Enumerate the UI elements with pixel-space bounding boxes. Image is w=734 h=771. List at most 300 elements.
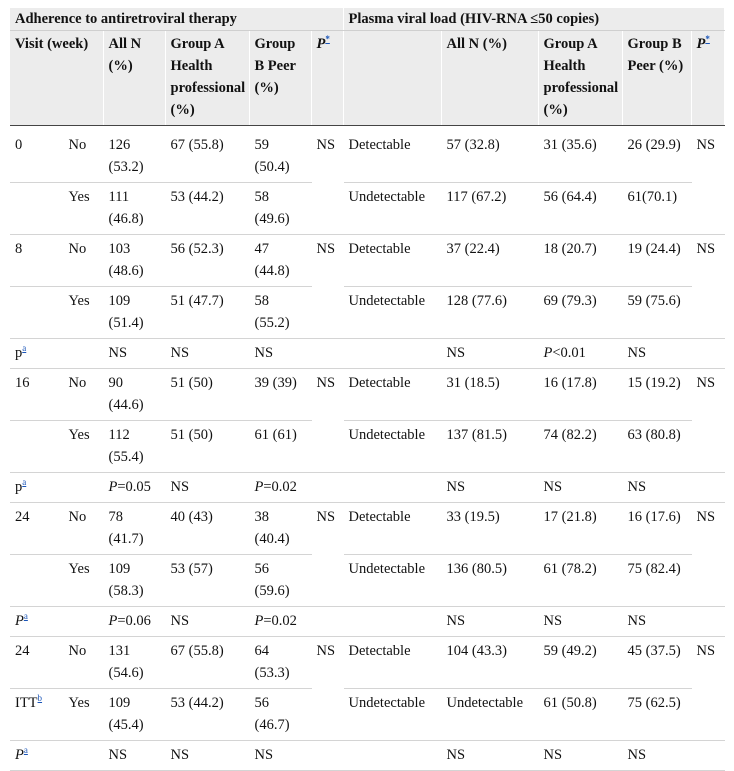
cell-vl <box>343 607 441 637</box>
cell-text: 57 (32.8) <box>446 137 500 153</box>
cell-ga <box>165 473 249 503</box>
cell-text: NS <box>108 747 128 763</box>
viral-load-group-header: Plasma viral load (HIV-RNA ≤50 copies) <box>343 8 724 31</box>
cell-vl <box>343 235 441 287</box>
adherence-viral-load-table <box>10 8 725 771</box>
table-row <box>10 235 724 287</box>
cell-p <box>311 607 343 637</box>
cell-vgb <box>622 421 691 473</box>
cell-vl <box>343 637 441 689</box>
table-row <box>10 421 724 473</box>
cell-text: 53 (57) <box>170 561 213 577</box>
cell-text: NS <box>446 747 466 763</box>
cell-adh <box>63 473 103 503</box>
visit-text: ITT <box>15 695 38 711</box>
cell-text: NS <box>446 613 466 629</box>
cell-p <box>311 473 343 503</box>
col-viral-p <box>691 31 724 126</box>
cell-text: 75 (62.5) <box>627 695 681 711</box>
cell-p <box>311 235 343 287</box>
cell-vp <box>691 126 724 183</box>
cell-vp <box>691 741 724 771</box>
col-group-a: Group A Health professional (%) <box>165 31 249 126</box>
p-footnote-link[interactable]: * <box>705 34 710 45</box>
cell-text: Yes <box>68 189 90 205</box>
cell-text: 104 (43.3) <box>446 643 507 659</box>
cell-vga <box>538 555 622 607</box>
cell-p <box>311 503 343 555</box>
cell-text: 61 (78.2) <box>543 561 597 577</box>
cell-vl <box>343 689 441 741</box>
cell-text: Undetectable <box>348 427 426 443</box>
cell-ga <box>165 126 249 183</box>
cell-text: NS <box>696 241 716 257</box>
cell-text: Undetectable <box>348 189 426 205</box>
cell-text: Yes <box>68 561 90 577</box>
cell-vgb <box>622 235 691 287</box>
cell-all <box>103 369 165 421</box>
cell-visit <box>10 741 63 771</box>
cell-text: 112 (55.4) <box>108 427 144 465</box>
visit-text: 8 <box>15 241 23 257</box>
cell-gb <box>249 637 311 689</box>
cell-text: 38 (40.4) <box>254 509 290 547</box>
cell-vp <box>691 287 724 339</box>
cell-vga <box>538 741 622 771</box>
cell-text: Undetectable <box>348 561 426 577</box>
cell-ga <box>165 235 249 287</box>
cell-gb <box>249 607 311 637</box>
cell-ga <box>165 741 249 771</box>
col-viral-group-b: Group B Peer (%) <box>622 31 691 126</box>
cell-all <box>103 183 165 235</box>
table-row <box>10 369 724 421</box>
cell-text: 136 (80.5) <box>446 561 507 577</box>
cell-vall <box>441 637 538 689</box>
cell-text: NS <box>316 643 336 659</box>
cell-text: 67 (55.8) <box>170 137 224 153</box>
cell-p <box>311 126 343 183</box>
cell-vga <box>538 369 622 421</box>
cell-text: 16 (17.8) <box>543 375 597 391</box>
cell-vp <box>691 689 724 741</box>
visit-text: P <box>15 747 24 763</box>
cell-vga <box>538 421 622 473</box>
cell-text: 109 (45.4) <box>108 695 144 733</box>
cell-text: 58 (55.2) <box>254 293 290 331</box>
cell-vga <box>538 126 622 183</box>
cell-all <box>103 473 165 503</box>
cell-ga <box>165 287 249 339</box>
cell-visit <box>10 607 63 637</box>
cell-vall <box>441 126 538 183</box>
cell-gb <box>249 473 311 503</box>
cell-vga <box>538 287 622 339</box>
cell-ga <box>165 555 249 607</box>
table-row <box>10 339 724 369</box>
table-row <box>10 741 724 771</box>
cell-vgb <box>622 287 691 339</box>
cell-adh <box>63 555 103 607</box>
p-label: P <box>316 36 326 52</box>
cell-vgb <box>622 126 691 183</box>
cell-ga <box>165 339 249 369</box>
cell-gb <box>249 183 311 235</box>
cell-ga <box>165 369 249 421</box>
cell-gb <box>249 689 311 741</box>
cell-text: 126 (53.2) <box>108 137 144 175</box>
cell-vall <box>441 287 538 339</box>
cell-text: NS <box>254 345 274 361</box>
cell-visit <box>10 339 63 369</box>
cell-text: 56 (59.6) <box>254 561 290 599</box>
visit-text: 24 <box>15 643 30 659</box>
cell-text: 53 (44.2) <box>170 695 224 711</box>
cell-text: NS <box>316 137 336 153</box>
cell-vp <box>691 369 724 421</box>
cell-text: 109 (51.4) <box>108 293 144 331</box>
cell-visit <box>10 637 63 689</box>
col-group-b: Group B Peer (%) <box>249 31 311 126</box>
cell-text: Yes <box>68 293 90 309</box>
col-visit: Visit (week) <box>10 31 103 126</box>
table-row <box>10 637 724 689</box>
cell-vgb <box>622 607 691 637</box>
cell-gb <box>249 741 311 771</box>
cell-text: 47 (44.8) <box>254 241 290 279</box>
cell-gb <box>249 369 311 421</box>
cell-vall <box>441 473 538 503</box>
cell-text: No <box>68 375 87 391</box>
cell-gb <box>249 126 311 183</box>
cell-vgb <box>622 689 691 741</box>
cell-visit <box>10 503 63 555</box>
cell-text: No <box>68 137 87 153</box>
cell-text: 19 (24.4) <box>627 241 681 257</box>
cell-adh <box>63 126 103 183</box>
cell-vga <box>538 235 622 287</box>
cell-text: 128 (77.6) <box>446 293 507 309</box>
cell-vp <box>691 555 724 607</box>
cell-text: 33 (19.5) <box>446 509 500 525</box>
col-viral-all-n: All N (%) <box>441 31 538 126</box>
cell-vl <box>343 473 441 503</box>
cell-adh <box>63 607 103 637</box>
cell-text: NS <box>543 479 563 495</box>
cell-text: Yes <box>68 427 90 443</box>
cell-text: P=0.05 <box>108 479 151 495</box>
p-footnote-link[interactable]: * <box>325 34 330 45</box>
cell-vall <box>441 421 538 473</box>
cell-text: P=0.02 <box>254 479 297 495</box>
table-row <box>10 503 724 555</box>
cell-text: 64 (53.3) <box>254 643 290 681</box>
cell-visit <box>10 126 63 183</box>
cell-visit <box>10 287 63 339</box>
cell-text: 63 (80.8) <box>627 427 681 443</box>
cell-all <box>103 637 165 689</box>
cell-text: 59 (49.2) <box>543 643 597 659</box>
cell-text: Undetectable <box>348 695 426 711</box>
cell-gb <box>249 235 311 287</box>
cell-text: P<0.01 <box>543 345 586 361</box>
cell-visit <box>10 421 63 473</box>
cell-p <box>311 369 343 421</box>
cell-text: 53 (44.2) <box>170 189 224 205</box>
cell-vga <box>538 503 622 555</box>
cell-text: 51 (50) <box>170 375 213 391</box>
cell-all <box>103 235 165 287</box>
cell-text: NS <box>627 613 647 629</box>
table-row <box>10 287 724 339</box>
cell-text: Detectable <box>348 643 411 659</box>
cell-p <box>311 555 343 607</box>
cell-all <box>103 339 165 369</box>
footnote-link[interactable]: a <box>22 477 27 488</box>
cell-vp <box>691 421 724 473</box>
cell-visit <box>10 235 63 287</box>
cell-text: NS <box>316 509 336 525</box>
cell-text: NS <box>108 345 128 361</box>
cell-text: NS <box>543 747 563 763</box>
cell-text: 74 (82.2) <box>543 427 597 443</box>
cell-text: 59 (75.6) <box>627 293 681 309</box>
cell-ga <box>165 421 249 473</box>
cell-text: Undetectable <box>446 695 524 711</box>
table-row <box>10 607 724 637</box>
col-all-n: All N (%) <box>103 31 165 126</box>
cell-vp <box>691 607 724 637</box>
cell-p <box>311 637 343 689</box>
cell-gb <box>249 339 311 369</box>
cell-text: NS <box>627 345 647 361</box>
visit-text: 0 <box>15 137 23 153</box>
cell-vl <box>343 339 441 369</box>
cell-vall <box>441 607 538 637</box>
cell-text: Yes <box>68 695 90 711</box>
col-viral-group-a: Group A Health professional (%) <box>538 31 622 126</box>
table-body <box>10 126 724 771</box>
cell-text: No <box>68 509 87 525</box>
cell-text: 75 (82.4) <box>627 561 681 577</box>
visit-text: 24 <box>15 509 30 525</box>
cell-text: No <box>68 643 87 659</box>
cell-text: NS <box>446 345 466 361</box>
table-row <box>10 473 724 503</box>
cell-text: 58 (49.6) <box>254 189 290 227</box>
cell-text: 40 (43) <box>170 509 213 525</box>
cell-text: 131 (54.6) <box>108 643 144 681</box>
cell-all <box>103 126 165 183</box>
cell-adh <box>63 287 103 339</box>
cell-text: NS <box>627 747 647 763</box>
cell-adh <box>63 235 103 287</box>
cell-text: 39 (39) <box>254 375 297 391</box>
cell-ga <box>165 637 249 689</box>
col-p <box>311 31 343 126</box>
cell-text: 16 (17.6) <box>627 509 681 525</box>
cell-vp <box>691 503 724 555</box>
cell-all <box>103 503 165 555</box>
cell-vgb <box>622 473 691 503</box>
cell-text: 15 (19.2) <box>627 375 681 391</box>
cell-vl <box>343 369 441 421</box>
cell-text: Detectable <box>348 375 411 391</box>
cell-vp <box>691 473 724 503</box>
cell-vgb <box>622 339 691 369</box>
cell-adh <box>63 183 103 235</box>
cell-vp <box>691 183 724 235</box>
cell-text: Detectable <box>348 509 411 525</box>
cell-text: P=0.02 <box>254 613 297 629</box>
cell-text: NS <box>316 375 336 391</box>
cell-vl <box>343 421 441 473</box>
visit-text: P <box>15 613 24 629</box>
cell-vga <box>538 637 622 689</box>
cell-visit <box>10 555 63 607</box>
cell-vl <box>343 741 441 771</box>
cell-vall <box>441 339 538 369</box>
cell-vl <box>343 503 441 555</box>
cell-vgb <box>622 183 691 235</box>
cell-adh <box>63 369 103 421</box>
cell-vp <box>691 339 724 369</box>
cell-text: 56 (64.4) <box>543 189 597 205</box>
cell-text: NS <box>696 137 716 153</box>
table-row <box>10 689 724 741</box>
footnote-link[interactable]: a <box>22 343 27 354</box>
cell-text: NS <box>696 643 716 659</box>
cell-text: 26 (29.9) <box>627 137 681 153</box>
cell-visit <box>10 369 63 421</box>
cell-text: NS <box>696 509 716 525</box>
footnote-link[interactable]: a <box>23 611 28 622</box>
cell-gb <box>249 287 311 339</box>
cell-gb <box>249 555 311 607</box>
cell-adh <box>63 503 103 555</box>
cell-text: 37 (22.4) <box>446 241 500 257</box>
cell-text: 51 (47.7) <box>170 293 224 309</box>
cell-text: NS <box>170 747 190 763</box>
cell-text: NS <box>170 613 190 629</box>
table-row <box>10 126 724 183</box>
cell-p <box>311 689 343 741</box>
cell-text: No <box>68 241 87 257</box>
cell-text: NS <box>170 479 190 495</box>
cell-text: 103 (48.6) <box>108 241 144 279</box>
cell-text: Detectable <box>348 137 411 153</box>
cell-text: 67 (55.8) <box>170 643 224 659</box>
cell-text: Undetectable <box>348 293 426 309</box>
cell-vgb <box>622 503 691 555</box>
cell-adh <box>63 637 103 689</box>
cell-text: 59 (50.4) <box>254 137 290 175</box>
cell-text: NS <box>543 613 563 629</box>
cell-vl <box>343 126 441 183</box>
cell-p <box>311 339 343 369</box>
cell-p <box>311 183 343 235</box>
cell-text: 137 (81.5) <box>446 427 507 443</box>
visit-text: p <box>15 479 23 495</box>
cell-text: NS <box>627 479 647 495</box>
cell-vga <box>538 607 622 637</box>
cell-all <box>103 421 165 473</box>
cell-vp <box>691 235 724 287</box>
table-row <box>10 555 724 607</box>
cell-text: 18 (20.7) <box>543 241 597 257</box>
cell-text: NS <box>254 747 274 763</box>
cell-vall <box>441 555 538 607</box>
footnote-link[interactable]: a <box>23 745 28 756</box>
cell-vga <box>538 689 622 741</box>
cell-text: 31 (18.5) <box>446 375 500 391</box>
cell-visit <box>10 473 63 503</box>
cell-all <box>103 287 165 339</box>
cell-text: 56 (46.7) <box>254 695 290 733</box>
cell-vga <box>538 339 622 369</box>
cell-text: 78 (41.7) <box>108 509 144 547</box>
cell-all <box>103 607 165 637</box>
cell-vl <box>343 287 441 339</box>
cell-text: 56 (52.3) <box>170 241 224 257</box>
header-group-row <box>10 8 724 31</box>
cell-ga <box>165 503 249 555</box>
cell-all <box>103 689 165 741</box>
adherence-group-header: Adherence to antiretroviral therapy <box>10 8 343 31</box>
cell-text: P=0.06 <box>108 613 151 629</box>
cell-vgb <box>622 637 691 689</box>
cell-vgb <box>622 555 691 607</box>
cell-text: 17 (21.8) <box>543 509 597 525</box>
cell-vall <box>441 689 538 741</box>
cell-all <box>103 555 165 607</box>
cell-text: NS <box>316 241 336 257</box>
cell-vall <box>441 183 538 235</box>
cell-ga <box>165 689 249 741</box>
visit-text: p <box>15 345 23 361</box>
cell-ga <box>165 183 249 235</box>
cell-text: 61 (61) <box>254 427 297 443</box>
cell-text: NS <box>170 345 190 361</box>
cell-text: 61(70.1) <box>627 189 678 205</box>
footnote-link[interactable]: b <box>37 693 43 704</box>
cell-gb <box>249 421 311 473</box>
cell-vl <box>343 183 441 235</box>
header-column-row <box>10 31 724 126</box>
cell-text: 31 (35.6) <box>543 137 597 153</box>
cell-ga <box>165 607 249 637</box>
cell-vall <box>441 235 538 287</box>
cell-p <box>311 741 343 771</box>
cell-text: Detectable <box>348 241 411 257</box>
cell-visit <box>10 183 63 235</box>
cell-vl <box>343 555 441 607</box>
cell-text: 45 (37.5) <box>627 643 681 659</box>
visit-text: 16 <box>15 375 30 391</box>
cell-text: 61 (50.8) <box>543 695 597 711</box>
cell-text: 117 (67.2) <box>446 189 507 205</box>
cell-text: 69 (79.3) <box>543 293 597 309</box>
cell-vp <box>691 637 724 689</box>
col-viral-spacer <box>343 31 441 126</box>
cell-adh <box>63 689 103 741</box>
cell-vgb <box>622 369 691 421</box>
cell-p <box>311 421 343 473</box>
cell-vall <box>441 503 538 555</box>
cell-all <box>103 741 165 771</box>
cell-adh <box>63 421 103 473</box>
cell-vgb <box>622 741 691 771</box>
